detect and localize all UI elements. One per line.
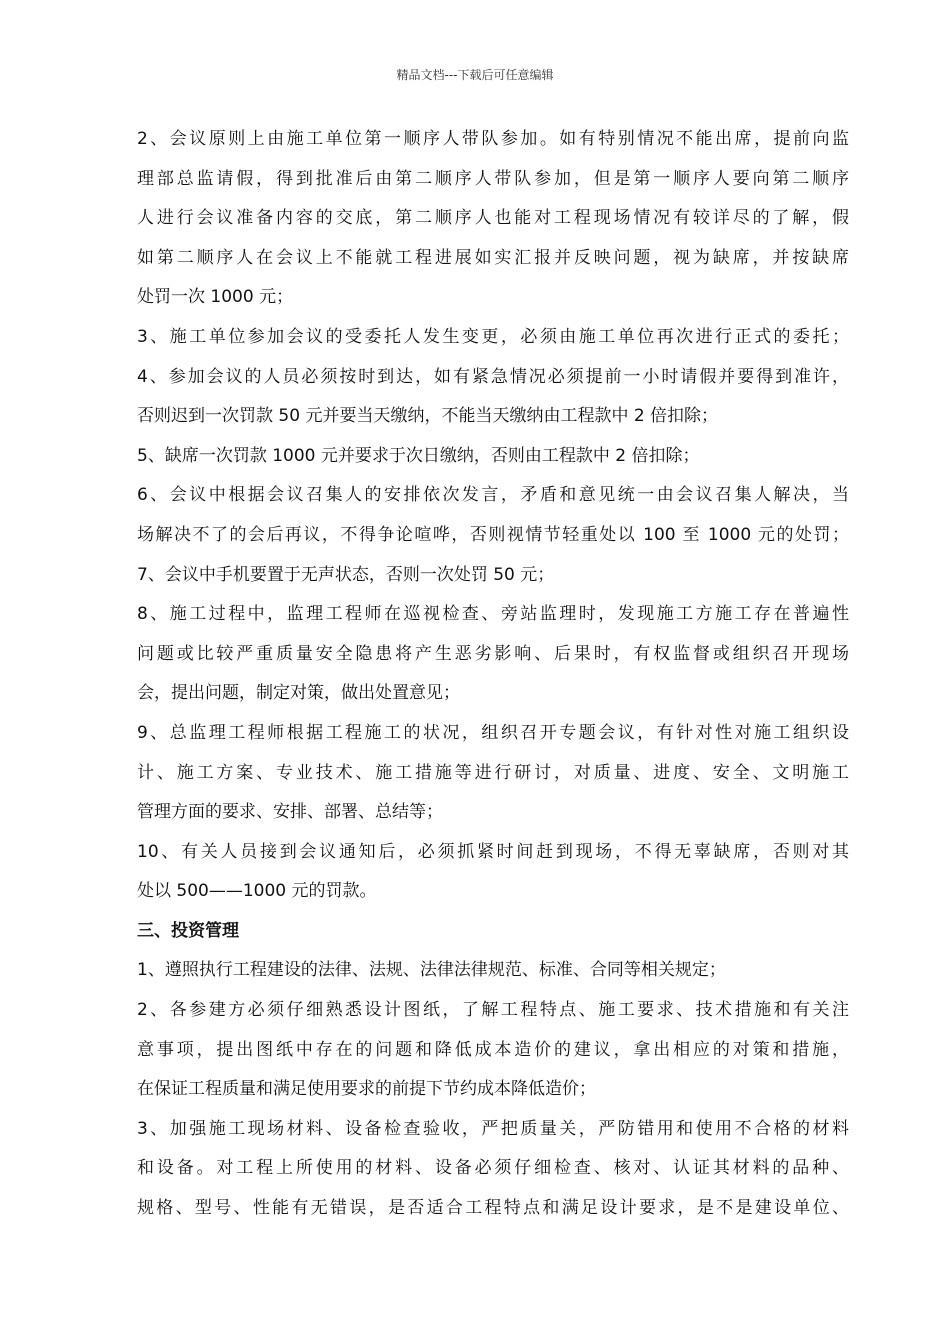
- text-line: 5、缺席一次罚款 1000 元并要求于次日缴纳，否则由工程款中 2 倍扣除；: [137, 445, 700, 466]
- text-line: 8、施工过程中，监理工程师在巡视检查、旁站监理时，发现施工方施工存在普遍性: [137, 604, 849, 625]
- text-line: 处以 500——1000 元的罚款。: [137, 881, 377, 902]
- text-line: 3、加强施工现场材料、设备检查验收，严把质量关，严防错用和使用不合格的材料: [137, 1118, 849, 1139]
- text-line: 意事项，提出图纸中存在的问题和降低成本造价的建议，拿出相应的对策和措施，: [137, 1039, 849, 1060]
- text-line: 1、遵照执行工程建设的法律、法规、法律法律规范、标准、合同等相关规定；: [137, 960, 726, 981]
- text-line: 3、施工单位参加会议的受委托人发生变更，必须由施工单位再次进行正式的委托；: [137, 326, 849, 347]
- text-line: 会，提出问题，制定对策，做出处置意见；: [137, 683, 460, 704]
- text-line: 理部总监请假，得到批准后由第二顺序人带队参加，但是第一顺序人要向第二顺序: [137, 168, 849, 189]
- document-body: [137, 120, 849, 1229]
- text-line: 在保证工程质量和满足使用要求的前提下节约成本降低造价；: [137, 1079, 596, 1100]
- text-line: 管理方面的要求、安排、部署、总结等；: [137, 802, 443, 823]
- text-line: 和设备。对工程上所使用的材料、设备必须仔细检查、核对、认证其材料的品种、: [137, 1158, 849, 1179]
- page-header: 精品文档---下载后可任意编辑: [396, 68, 554, 82]
- text-line: 2、会议原则上由施工单位第一顺序人带队参加。如有特别情况不能出席，提前向监: [137, 129, 849, 149]
- text-line: 如第二顺序人在会议上不能就工程进展如实汇报并反映问题，视为缺席，并按缺席: [137, 247, 849, 268]
- text-line: 人进行会议准备内容的交底，第二顺序人也能对工程现场情况有较详尽的了解，假: [137, 208, 849, 229]
- text-line: 7、会议中手机要置于无声状态，否则一次处罚 50 元；: [137, 564, 555, 585]
- section-heading: 三、投资管理: [137, 920, 239, 941]
- text-line: 6、会议中根据会议召集人的安排依次发言，矛盾和意见统一由会议召集人解决，当: [137, 485, 849, 506]
- text-line: 9、总监理工程师根据工程施工的状况，组织召开专题会议，有针对性对施工组织设: [137, 722, 849, 743]
- text-line: 2、各参建方必须仔细熟悉设计图纸，了解工程特点、施工要求、技术措施和有关注: [137, 1000, 849, 1021]
- text-line: 问题或比较严重质量安全隐患将产生恶劣影响、后果时，有权监督或组织召开现场: [137, 643, 849, 664]
- text-line: 10、有关人员接到会议通知后，必须抓紧时间赶到现场，不得无辜缺席，否则对其: [137, 841, 849, 862]
- text-line: 处罚一次 1000 元；: [137, 287, 294, 308]
- text-line: 否则迟到一次罚款 50 元并要当天缴纳，不能当天缴纳由工程款中 2 倍扣除；: [137, 406, 719, 427]
- text-line: 计、施工方案、专业技术、施工措施等进行研讨，对质量、进度、安全、文明施工: [137, 762, 849, 783]
- text-line: 4、参加会议的人员必须按时到达，如有紧急情况必须提前一小时请假并要得到准许，: [137, 366, 849, 387]
- text-line: 规格、型号、性能有无错误，是否适合工程特点和满足设计要求，是不是建设单位、: [137, 1198, 849, 1219]
- text-line: 场解决不了的会后再议，不得争论喧哗，否则视情节轻重处以 100 至 1000 元的处罚；: [137, 524, 849, 545]
